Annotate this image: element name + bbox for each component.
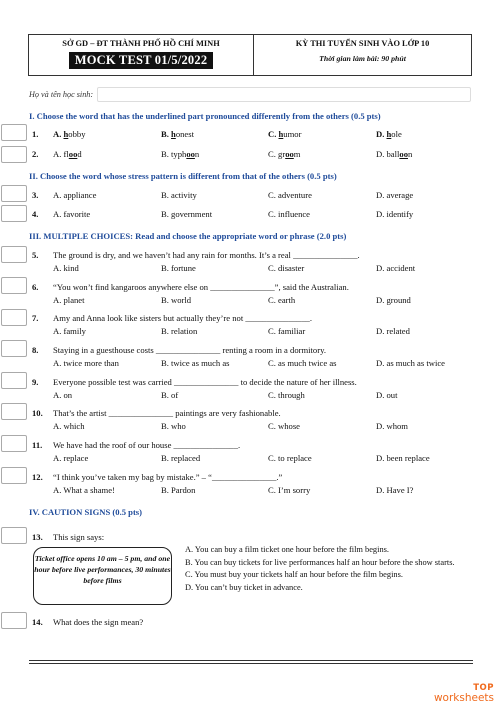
question-text: Everyone possible test was carried _______________ to decide the nature of her illness.	[53, 377, 357, 387]
option-d[interactable]: D. balloon	[376, 149, 413, 159]
option-c[interactable]: C. I’m sorry	[268, 485, 311, 495]
question-number: 1.	[32, 129, 39, 139]
option-d[interactable]: D. average	[376, 190, 414, 200]
option-a[interactable]: A. appliance	[53, 190, 97, 200]
question-number: 7.	[32, 313, 39, 323]
department-name: SỞ GD – ĐT THÀNH PHỐ HỒ CHÍ MINH	[62, 39, 220, 48]
option-c[interactable]: C. whose	[268, 421, 300, 431]
question-number: 2.	[32, 149, 39, 159]
option-d[interactable]: D. accident	[376, 263, 416, 273]
option-c[interactable]: C. familiar	[268, 326, 306, 336]
option-a[interactable]: A. family	[53, 326, 86, 336]
option-a[interactable]: A. kind	[53, 263, 79, 273]
question-number: 10.	[32, 408, 43, 418]
option-d[interactable]: D. identify	[376, 209, 414, 219]
option-d[interactable]: D. hole	[376, 129, 402, 139]
question-text: We have had the roof of our house _______________.	[53, 440, 241, 450]
option-a[interactable]: A. twice more than	[53, 358, 119, 368]
answer-box-3[interactable]	[1, 185, 27, 202]
option-c[interactable]: C. You must buy your tickets half an hour before the film begins.	[185, 570, 403, 579]
answer-box-12[interactable]	[1, 467, 27, 484]
header-left	[29, 35, 254, 75]
option-a[interactable]: A. on	[53, 390, 73, 400]
option-d[interactable]: D. related	[376, 326, 410, 336]
question-text: “You won’t find kangaroos anywhere else on _______________”, said the Australian.	[53, 282, 349, 292]
option-a[interactable]: A. What a shame!	[53, 485, 115, 495]
option-b[interactable]: B. honest	[161, 129, 194, 139]
option-b[interactable]: B. replaced	[161, 453, 201, 463]
question-text: This sign says:	[53, 532, 105, 542]
option-c[interactable]: C. influence	[268, 209, 310, 219]
option-a[interactable]: A. which	[53, 421, 85, 431]
option-a[interactable]: A. planet	[53, 295, 85, 305]
section-3-title: III. MULTIPLE CHOICES: Read and choose the appropriate word or phrase (2.0 pts)	[29, 231, 347, 241]
section-2-title: II. Choose the word whose stress pattern is different from that of the others (0.5 pts)	[29, 171, 337, 181]
option-d[interactable]: D. whom	[376, 421, 408, 431]
option-b[interactable]: B. typhoon	[161, 149, 200, 159]
option-d[interactable]: D. out	[376, 390, 398, 400]
question-text: “I think you’ve taken my bag by mistake.” – “_______________.”	[53, 472, 283, 482]
question-text: Staying in a guesthouse costs _______________ renting a room in a dormitory.	[53, 345, 326, 355]
mock-test-title: MOCK TEST 01/5/2022	[69, 52, 214, 69]
option-c[interactable]: C. through	[268, 390, 305, 400]
option-b[interactable]: B. of	[161, 390, 179, 400]
option-c[interactable]: C. earth	[268, 295, 296, 305]
answer-box-9[interactable]	[1, 372, 27, 389]
question-number: 14.	[32, 617, 43, 627]
caution-sign: Ticket office opens 10 am – 5 pm, and one hour before live performances, 30 minutes before films	[33, 547, 172, 605]
option-c[interactable]: C. humor	[268, 129, 302, 139]
question-text: What does the sign mean?	[53, 617, 144, 627]
question-number: 9.	[32, 377, 39, 387]
option-b[interactable]: B. fortune	[161, 263, 196, 273]
logo-worksheets-text: worksheets	[433, 692, 494, 704]
answer-box-11[interactable]	[1, 435, 27, 452]
option-b[interactable]: B. activity	[161, 190, 197, 200]
section-1-title: I. Choose the word that has the underlined part pronounced differently from the others (0.5 pts)	[29, 111, 381, 121]
question-number: 8.	[32, 345, 39, 355]
option-d[interactable]: D. as much as twice	[376, 358, 445, 368]
question-text: That’s the artist _______________ paintings are very fashionable.	[53, 408, 281, 418]
answer-box-5[interactable]	[1, 246, 27, 263]
option-c[interactable]: C. to replace	[268, 453, 312, 463]
option-d[interactable]: D. ground	[376, 295, 411, 305]
answer-box-1[interactable]	[1, 124, 27, 141]
question-number: 5.	[32, 250, 39, 260]
option-c[interactable]: C. groom	[268, 149, 301, 159]
option-b[interactable]: B. government	[161, 209, 213, 219]
topworksheets-logo	[434, 683, 494, 703]
option-b[interactable]: B. who	[161, 421, 186, 431]
answer-box-10[interactable]	[1, 403, 27, 420]
option-b[interactable]: B. relation	[161, 326, 198, 336]
option-a[interactable]: A. hobby	[53, 129, 86, 139]
option-c[interactable]: C. adventure	[268, 190, 312, 200]
option-c[interactable]: C. disaster	[268, 263, 305, 273]
section-4-title: IV. CAUTION SIGNS (0.5 pts)	[29, 507, 143, 517]
answer-box-14[interactable]	[1, 612, 27, 629]
logo-top-text: TOP	[473, 683, 494, 693]
question-13-options	[185, 544, 475, 594]
question-text: The ground is dry, and we haven’t had any rain for months. It’s a real _______________.	[53, 250, 360, 260]
exam-header	[28, 34, 472, 76]
exam-duration: Thời gian làm bài: 90 phút	[319, 54, 406, 63]
option-b[interactable]: B. Pardon	[161, 485, 196, 495]
option-a[interactable]: A. flood	[53, 149, 82, 159]
question-number: 11.	[32, 440, 43, 450]
option-b[interactable]: B. You can buy tickets for live performances half an hour before the show starts.	[185, 557, 455, 567]
option-b[interactable]: B. twice as much as	[161, 358, 230, 368]
answer-box-2[interactable]	[1, 146, 27, 163]
footer-divider	[29, 663, 473, 664]
answer-box-4[interactable]	[1, 205, 27, 222]
option-b[interactable]: B. world	[161, 295, 192, 305]
option-d[interactable]: D. been replace	[376, 453, 430, 463]
option-c[interactable]: C. as much twice as	[268, 358, 337, 368]
footer-divider	[29, 660, 473, 661]
option-a[interactable]: A. replace	[53, 453, 89, 463]
option-d[interactable]: D. You can’t buy ticket in advance.	[185, 582, 303, 592]
option-a[interactable]: A. favorite	[53, 209, 91, 219]
question-number: 13.	[32, 532, 43, 542]
student-name-input[interactable]	[97, 87, 471, 102]
student-name-label: Họ và tên học sinh:	[29, 90, 94, 99]
student-name-row	[29, 87, 471, 102]
question-number: 4.	[32, 209, 39, 219]
option-a[interactable]: A. You can buy a film ticket one hour before the film begins.	[185, 545, 389, 554]
answer-box-13[interactable]	[1, 527, 27, 544]
question-number: 12.	[32, 472, 43, 482]
header-right	[254, 35, 471, 75]
question-number: 3.	[32, 190, 39, 200]
answer-box-7[interactable]	[1, 309, 27, 326]
exam-title: KỲ THI TUYỂN SINH VÀO LỚP 10	[295, 39, 430, 48]
question-text: Amy and Anna look like sisters but actually they’re not _______________.	[53, 313, 312, 323]
option-d[interactable]: D. Have I?	[376, 485, 414, 495]
answer-box-8[interactable]	[1, 340, 27, 357]
question-number: 6.	[32, 282, 39, 292]
answer-box-6[interactable]	[1, 277, 27, 294]
